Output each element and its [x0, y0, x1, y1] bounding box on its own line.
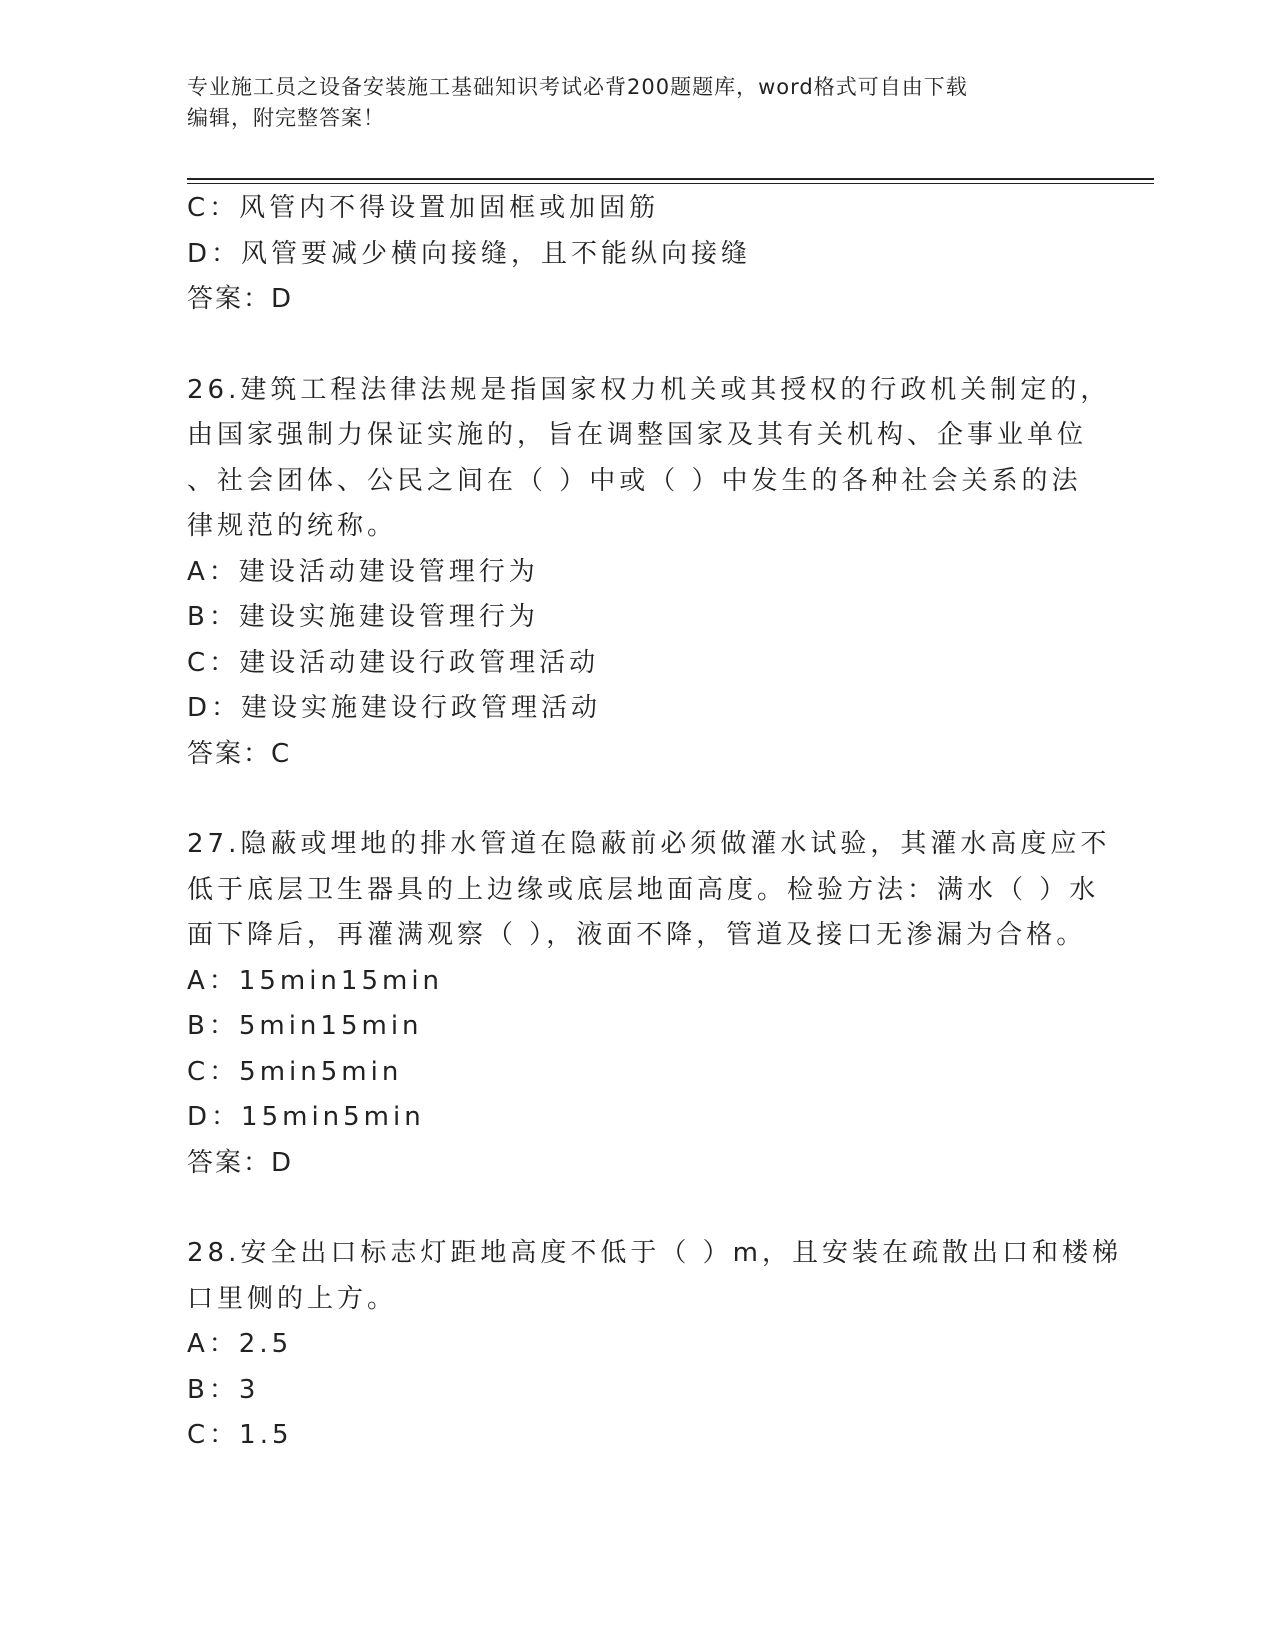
document-header: [187, 72, 1087, 134]
option-key: B：: [187, 602, 239, 632]
option-key: D：: [187, 1102, 242, 1132]
question-stem-line: 28.安全出口标志灯距地高度不低于（ ）m，且安装在疏散出口和楼梯: [187, 1238, 1122, 1268]
option-key: C：: [187, 193, 240, 223]
option-d: [187, 232, 1087, 278]
option-text: 建设实施建设管理行为: [238, 602, 539, 632]
question-stem-line: 低于底层卫生器具的上边缘或底层地面高度。检验方法：满水（ ）水: [187, 874, 1100, 905]
option-a: [187, 1322, 1087, 1368]
option-text: 风管要减少横向接缝，且不能纵向接缝: [241, 238, 752, 269]
option-text: 建设活动建设管理行为: [238, 556, 539, 587]
option-text: 5min5min: [239, 1056, 403, 1087]
option-key: D：: [187, 238, 242, 269]
option-text: 1.5: [239, 1420, 293, 1450]
option-key: A：: [187, 556, 239, 587]
question-stem-line: 律规范的统称。: [187, 511, 398, 541]
option-text: 建设实施建设行政管理活动: [241, 693, 602, 723]
question-stem-line: 27.隐蔽或埋地的排水管道在隐蔽前必须做灌水试验，其灌水高度应不: [187, 829, 1111, 859]
option-key: C：: [187, 647, 240, 678]
option-a: [187, 959, 1087, 1005]
option-c: [187, 1413, 1087, 1459]
header-title-line-1: 专业施工员之设备安装施工基础知识考试必背200题题库，word格式可自由下载: [187, 75, 968, 99]
option-text: 15min5min: [241, 1102, 425, 1132]
option-text: 5min15min: [238, 1011, 423, 1041]
header-title-line-2: 编辑，附完整答案！: [187, 106, 385, 130]
question-stem-line: 26.建筑工程法律法规是指国家权力机关或其授权的行政机关制定的，: [187, 374, 1111, 405]
question-25-tail: [187, 186, 1087, 323]
option-b: [187, 1368, 1087, 1414]
option-a: [187, 550, 1087, 596]
option-text: 3: [238, 1374, 260, 1405]
option-c: [187, 1050, 1087, 1096]
option-key: C：: [187, 1420, 240, 1450]
header-divider-thin: [187, 183, 1154, 184]
question-27: [187, 822, 1111, 1186]
answer: 答案：D: [187, 284, 294, 314]
option-text: 建设活动建设行政管理活动: [239, 647, 600, 678]
option-d: [187, 686, 1087, 732]
question-stem-line: 由国家强制力保证实施的，旨在调整国家及其有关机构、企事业单位: [187, 420, 1088, 450]
answer: 答案：D: [187, 1147, 294, 1178]
option-text: 风管内不得设置加固框或加固筋: [239, 193, 660, 223]
question-stem-line: 面下降后，再灌满观察（ ），液面不降，管道及接口无渗漏为合格。: [187, 920, 1087, 950]
option-b: [187, 1004, 1087, 1050]
option-key: B：: [187, 1011, 239, 1041]
question-stem-line: 、社会团体、公民之间在（ ）中或（ ）中发生的各种社会关系的法: [187, 465, 1082, 496]
option-c: [187, 186, 1087, 232]
option-key: A：: [187, 965, 239, 996]
answer: 答案：C: [187, 738, 292, 769]
option-key: B：: [187, 1374, 239, 1405]
document-body: [187, 186, 1122, 1459]
option-c: [187, 641, 1087, 687]
question-stem-line: 口里侧的上方。: [187, 1283, 398, 1314]
option-key: C：: [187, 1056, 240, 1087]
option-text: 15min15min: [238, 965, 444, 996]
option-text: 2.5: [238, 1329, 293, 1359]
option-b: [187, 595, 1087, 641]
header-divider-thick: [187, 178, 1154, 180]
question-26: [187, 368, 1111, 778]
option-key: D：: [187, 693, 242, 723]
option-key: A：: [187, 1329, 239, 1359]
question-28: [187, 1231, 1122, 1459]
option-d: [187, 1095, 1087, 1141]
